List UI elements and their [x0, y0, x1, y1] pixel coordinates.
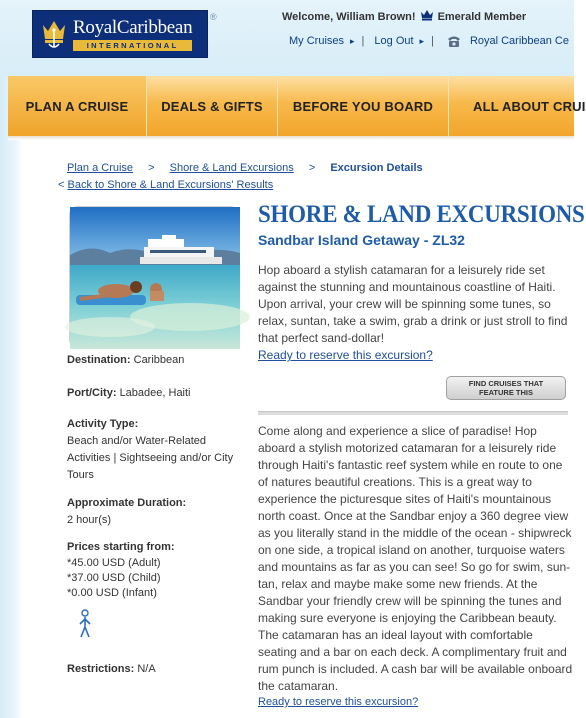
- breadcrumb: [67, 162, 423, 174]
- activity-type-label: Activity Type:: [67, 418, 139, 430]
- port-label: Port/City:: [67, 387, 117, 399]
- breadcrumb-shore-excursions[interactable]: Shore & Land Excursions: [169, 162, 294, 174]
- section-divider: [258, 411, 568, 415]
- nav-plan-a-cruise[interactable]: PLAN A CRUISE: [8, 76, 147, 136]
- excursion-photo: [69, 206, 239, 348]
- crown-anchor-small-icon: [420, 9, 434, 24]
- account-links: [289, 34, 569, 48]
- site-header: [0, 0, 574, 76]
- price-adult: *45.00 USD (Adult): [67, 557, 161, 569]
- nav-deals-gifts[interactable]: DEALS & GIFTS: [147, 76, 278, 136]
- nav-all-about-cruising[interactable]: ALL ABOUT CRUI: [473, 98, 586, 114]
- intro-text: Hop aboard a stylish catamaran for a leisurely ride set against the stunning and mountainous coastline of Haiti. Upon arrival, your crew will be spinning some tunes, so relax, suntan, take a swim, grab a drink or just stroll to find that perfect sand-dollar!: [258, 263, 568, 345]
- back-link-row: [58, 179, 273, 191]
- royal-caribbean-logo[interactable]: [32, 10, 208, 58]
- destination-value: Caribbean: [133, 354, 185, 366]
- crown-anchor-icon: [37, 14, 71, 54]
- member-level: Emerald Member: [437, 10, 527, 23]
- breadcrumb-current: Excursion Details: [330, 162, 423, 174]
- nav-before-you-board[interactable]: BEFORE YOU BOARD: [278, 76, 449, 136]
- price-child: *37.00 USD (Child): [67, 572, 161, 584]
- restrictions-label: Restrictions:: [67, 663, 135, 675]
- breadcrumb-separator: >: [148, 162, 155, 174]
- destination-label: Destination:: [67, 354, 131, 366]
- price-infant: *0.00 USD (Infant): [67, 587, 157, 599]
- link-divider: |: [431, 35, 434, 47]
- prices-label: Prices starting from:: [67, 541, 175, 553]
- duration-value: 2 hour(s): [67, 514, 112, 526]
- excursion-name: Sandbar Island Getaway - ZL32: [258, 232, 465, 248]
- phone-icon: [446, 34, 462, 48]
- back-arrow-icon: <: [58, 179, 65, 191]
- excursion-intro: [258, 262, 574, 364]
- port-value: Labadee, Haiti: [119, 387, 191, 399]
- link-divider: |: [361, 35, 365, 47]
- welcome-text: Welcome, William Brown!: [282, 10, 416, 23]
- excursion-details-panel: [67, 352, 247, 678]
- breadcrumb-separator: >: [308, 162, 316, 174]
- arrow-right-icon: ▸: [419, 35, 425, 46]
- breadcrumb-plan-a-cruise[interactable]: Plan a Cruise: [67, 162, 134, 174]
- activity-level-walking-icon: [77, 609, 247, 641]
- logo-subtitle: INTERNATIONAL: [73, 40, 192, 51]
- my-cruises-link[interactable]: My Cruises: [289, 35, 345, 47]
- nav-shadow: [8, 136, 574, 140]
- section-title: SHORE & LAND EXCURSIONS: [258, 201, 585, 228]
- logo-wordmark: RoyalCaribbean: [73, 17, 193, 38]
- duration-label: Approximate Duration:: [67, 497, 187, 509]
- log-out-link[interactable]: Log Out: [374, 35, 414, 47]
- find-cruises-button[interactable]: FIND CRUISES THAT FEATURE THIS: [446, 376, 566, 400]
- back-to-results-link[interactable]: Back to Shore & Land Excursions' Results: [67, 179, 274, 191]
- reserve-excursion-link-bottom[interactable]: Ready to reserve this excursion?: [258, 696, 419, 708]
- main-navigation: [8, 76, 586, 136]
- excursion-description: Come along and experience a slice of paradise! Hop aboard a stylish motorized catamaran for a leisurely ride through Haiti's fantastic reef system while en route to one of natures beautiful creations. This is a great way to experience the picturesque sites of Haiti's mountainous north coast. Once at the Sandbar enjoy a 360 degree view as you literally stand in the middle of the ocean - shipwreck on one side, a tropical island on another, turquoise waters and mountains as far as you can see! So go for swim, sun-tan, relax and maybe make some new friends. At the Sandbar your friendly crew will be spinning the tunes and making sure everyone is enjoying the Caribbean beauty. The catamaran has an ideal layout with comfortable seating and a bar on each deck. A complimentary fruit and rum punch is included. A cash bar will be available onboard the catamaran.: [258, 424, 573, 693]
- registered-mark: ®: [210, 12, 217, 22]
- restrictions-value: N/A: [137, 663, 156, 675]
- call-center-link[interactable]: Royal Caribbean Ce: [469, 35, 569, 47]
- arrow-right-icon: ▸: [350, 35, 355, 46]
- activity-type-value: Beach and/or Water-Related Activities | Sightseeing and/or City Tours: [67, 435, 234, 481]
- welcome-message: [282, 9, 526, 24]
- reserve-excursion-link[interactable]: Ready to reserve this excursion?: [258, 348, 433, 362]
